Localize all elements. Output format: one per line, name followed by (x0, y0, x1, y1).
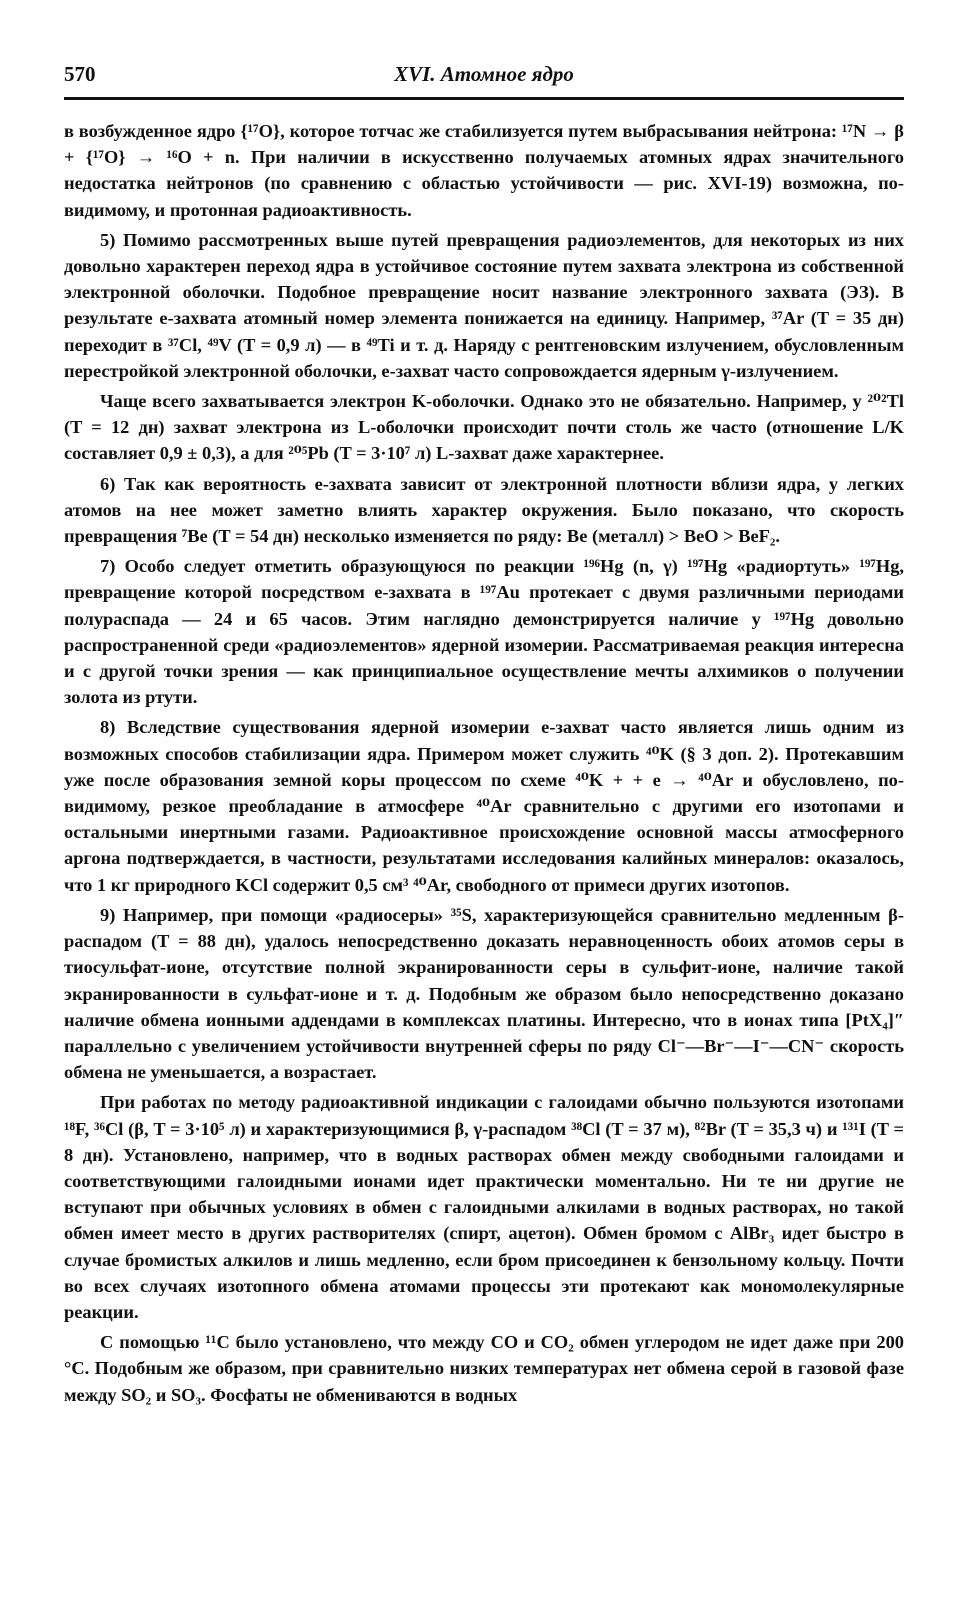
paragraph: Чаще всего захватывается электрон K-оболочки. Однако это не обязательно. Например, у ²⁰²Tl (T = 12 дн) захват электрона из L-оболочки происходит почти столь же часто (отношение L/K составляет 0,9 ± 0,3), а для ²⁰⁵Pb (T = 3·10⁷ л) L-захват даже характернее. (64, 391, 904, 464)
page-number: 570 (64, 62, 96, 86)
paragraph: в возбужденное ядро {¹⁷O}, которое тотчас же стабилизуется путем выбрасывания нейтрона: ¹⁷N → β + {¹⁷O} → ¹⁶O + n. При наличии в искусственно получаемых атомных ядрах значительного недостатка нейтронов (по сравнению с областью устойчивости — рис. XVI-19) возможна, по-видимому, и протонная радиоактивность. (64, 121, 904, 220)
body-text (64, 118, 904, 1412)
paragraph: 9) Например, при помощи «радиосеры» ³⁵S, характеризующейся сравнительно медленным β-распадом (T = 88 дн), удалось непосредственно доказать неравноценность обоих атомов серы в тиосульфат-ионе, отсутствие полной экранированности серы в сульфит-ионе, наличие такой экранированности в сульфат-ионе и т. д. Подобным же образом было непосредственно доказано наличие обмена ионными аддендами в комплексах платины. Интересно, что в ионах типа [PtX₄]″ параллельно с увеличением устойчивости внутренней сферы по ряду Cl⁻—Br⁻—I⁻—CN⁻ скорость обмена не уменьшается, а возрастает. (64, 904, 904, 1083)
page-header (64, 62, 904, 96)
header-rule (64, 97, 904, 100)
paragraph: 7) Особо следует отметить образующуюся по реакции ¹⁹⁶Hg (n, γ) ¹⁹⁷Hg «радиортуть» ¹⁹⁷Hg, превращение которой посредством e-захвата в ¹⁹⁷Au протекает с двумя различными периодами полураспада — 24 и 65 часов. Этим наглядно демонстрируется наличие у ¹⁹⁷Hg довольно распространенной среди «радиоэлементов» ядерной изомерии. Рассматриваемая реакция интересна и с другой точки зрения — как принципиальное осуществление мечты алхимиков о получении золота из ртути. (64, 556, 904, 708)
paragraph: 5) Помимо рассмотренных выше путей превращения радиоэлементов, для некоторых из них довольно характерен переход ядра в устойчивое состояние путем захвата электрона из собственной электронной оболочки. Подобное превращение носит название электронного захвата (ЭЗ). В результате e-захвата атомный номер элемента понижается на единицу. Например, ³⁷Ar (T = 35 дн) переходит в ³⁷Cl, ⁴⁹V (T = 0,9 л) — в ⁴⁹Ti и т. д. Наряду с рентгеновским излучением, обусловленным перестройкой электронной оболочки, e-захват часто сопровождается ядерным γ-излучением. (64, 229, 904, 381)
paragraph: 6) Так как вероятность e-захвата зависит от электронной плотности вблизи ядра, у легких атомов на нее может заметно влиять характер окружения. Было показано, что скорость превращения ⁷Be (T = 54 дн) несколько изменяется по ряду: Be (металл) > BeO > BeF₂. (64, 473, 904, 547)
paragraph: С помощью ¹¹C было установлено, что между CO и CO₂ обмен углеродом не идет даже при 200 °C. Подобным же образом, при сравнительно низких температурах нет обмена серой в газовой фазе между SO₂ и SO₃. Фосфаты не обмениваются в водных (64, 1332, 904, 1405)
paragraph: 8) Вследствие существования ядерной изомерии e-захват часто является лишь одним из возможных способов стабилизации ядра. Примером может служить ⁴⁰K (§ 3 доп. 2). Протекавшим уже после образования земной коры процессом по схеме ⁴⁰K + + e → ⁴⁰Ar и обусловлено, по-видимому, резкое преобладание в атмосфере ⁴⁰Ar сравнительно с другими его изотопами и остальными инертными газами. Радиоактивное происхождение основной массы атмосферного аргона подтверждается, в частности, результатами исследования калийных минералов: оказалось, что 1 кг природного KCl содержит 0,5 см³ ⁴⁰Ar, свободного от примеси других изотопов. (64, 717, 904, 895)
paragraph: При работах по методу радиоактивной индикации с галоидами обычно пользуются изотопами ¹⁸F, ³⁶Cl (β, T = 3·10⁵ л) и характеризующимися β, γ-распадом ³⁸Cl (T = 37 м), ⁸²Br (T = 35,3 ч) и ¹³¹I (T = 8 дн). Установлено, например, что в водных растворах обмен между свободными галоидами и соответствующими галоидными ионами идет практически моментально. Ни те ни другие не вступают при обычных условиях в обмен с галоидными алкилами в водных растворах, но такой обмен имеет место в других растворителях (спирт, ацетон). Обмен бромом с AlBr₃ идет быстро в случае бромистых алкилов и лишь медленно, если бром присоединен к бензольному кольцу. Почти во всех случаях изотопного обмена атомами процессы эти протекают как мономолекулярные реакции. (64, 1092, 904, 1322)
running-title: XVI. Атомное ядро (394, 62, 574, 86)
